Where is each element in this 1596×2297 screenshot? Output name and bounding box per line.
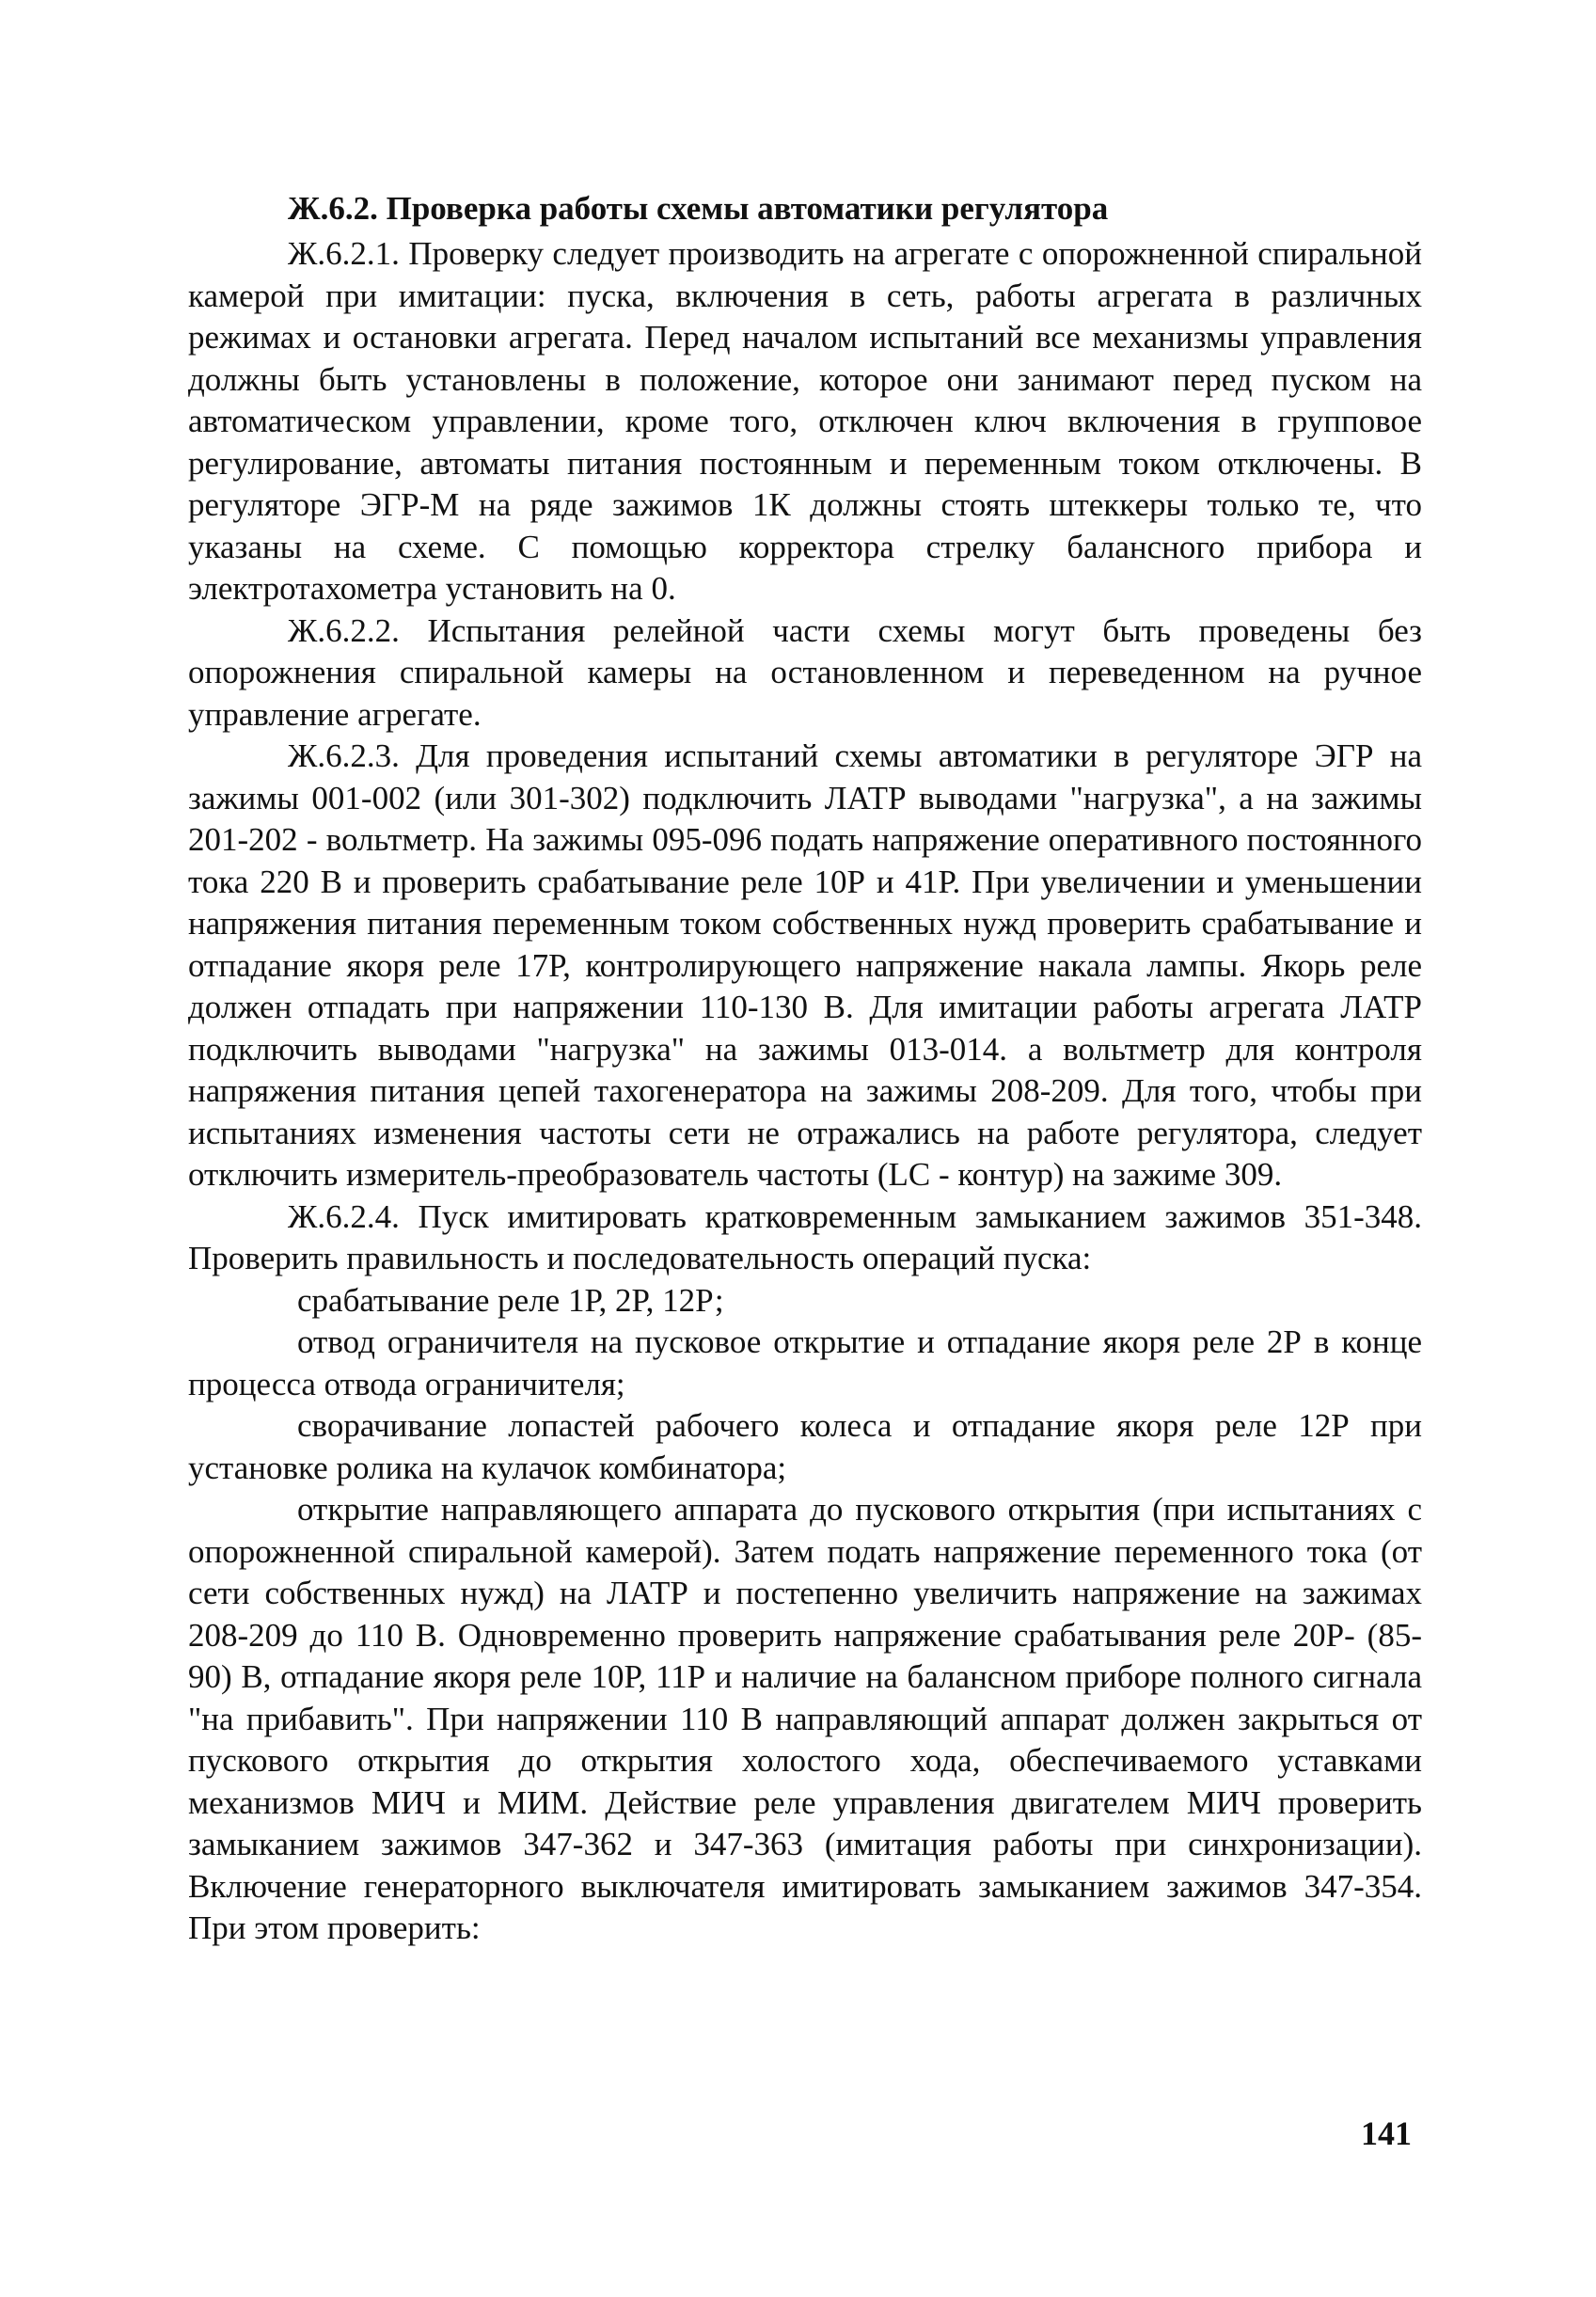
- paragraph-6-2-2: Ж.6.2.2. Испытания релейной части схемы могут быть проведены без опорожнения спиральной камеры на остановленном и переведенном на ручное управление агрегате.: [188, 611, 1422, 733]
- paragraph-6-2-3: Ж.6.2.3. Для проведения испытаний схемы автоматики в регуляторе ЭГР на зажимы 001-002 (или 301-302) подключить ЛАТР выводами "нагрузка", а на зажимы 201-202 - вольтметр. На зажимы 095-096 подать напряжение оперативного постоянного тока 220 В и проверить срабатывание реле 10Р и 41Р. При увеличении и уменьшении напряжения питания переменным током собственных нужд проверить срабатывание и отпадание якоря реле 17Р, контролирующего напряжение накала лампы. Якорь реле должен отпадать при напряжении 110-130 В. Для имитации работы агрегата ЛАТР подключить выводами "нагрузка" на зажимы 013-014. а вольтметр для контроля напряжения питания цепей тахогенератора на зажимы 208-209. Для того, чтобы при испытаниях изменения частоты сети не отражались на работе регулятора, следует отключить измеритель-преобразователь частоты (LC - контур) на зажиме 309.: [188, 737, 1422, 1193]
- document-page: [188, 188, 1422, 1950]
- page-number: 141: [1361, 2115, 1412, 2152]
- list-item-relay-activation: срабатывание реле 1Р, 2Р, 12Р;: [297, 1281, 724, 1319]
- list-item-guide-vane-opening: открытие направляющего аппарата до пускового открытия (при испытаниях с опорожненной спиральной камерой). Затем подать напряжение переменного тока (от сети собственных нужд) на ЛАТР и постепенно увеличить напряжение на зажимах 208-209 до 110 В. Одновременно проверить напряжение срабатывания реле 20Р- (85-90) В, отпадание якоря реле 10Р, 11Р и наличие на балансном приборе полного сигнала "на прибавить". При напряжении 110 В направляющий аппарат должен закрыться от пускового открытия до открытия холостого хода, обеспечиваемого уставками механизмов МИЧ и МИМ. Действие реле управления двигателем МИЧ проверить замыканием зажимов 347-362 и 347-363 (имитация работы при синхронизации). Включение генераторного выключателя имитировать замыканием зажимов 347-354. При этом проверить:: [188, 1491, 1422, 1946]
- paragraph-6-2-1: Ж.6.2.1. Проверку следует производить на агрегате с опорожненной спиральной камерой при имитации: пуска, включения в сеть, работы агрегата в различных режимах и остановки агрегата. Перед началом испытаний все механизмы управления должны быть установлены в положение, которое они занимают перед пуском на автоматическом управлении, кроме того, отключен ключ включения в групповое регулирование, автоматы питания постоянным и переменным током отключены. В регуляторе ЭГР-М на ряде зажимов 1К должны стоять штеккеры только те, что указаны на схеме. С помощью корректора стрелку балансного прибора и электротахометра установить на 0.: [188, 235, 1422, 607]
- paragraph-6-2-4: Ж.6.2.4. Пуск имитировать кратковременным замыканием зажимов 351-348. Проверить правильность и последовательность операций пуска:: [188, 1197, 1422, 1276]
- section-heading: Ж.6.2. Проверка работы схемы автоматики регулятора: [288, 190, 1109, 227]
- list-item-limiter-retraction: отвод ограничителя на пусковое открытие и отпадание якоря реле 2Р в конце процесса отвода ограничителя;: [188, 1323, 1422, 1402]
- list-item-blade-folding: сворачивание лопастей рабочего колеса и отпадание якоря реле 12Р при установке ролика на кулачок комбинатора;: [188, 1407, 1422, 1486]
